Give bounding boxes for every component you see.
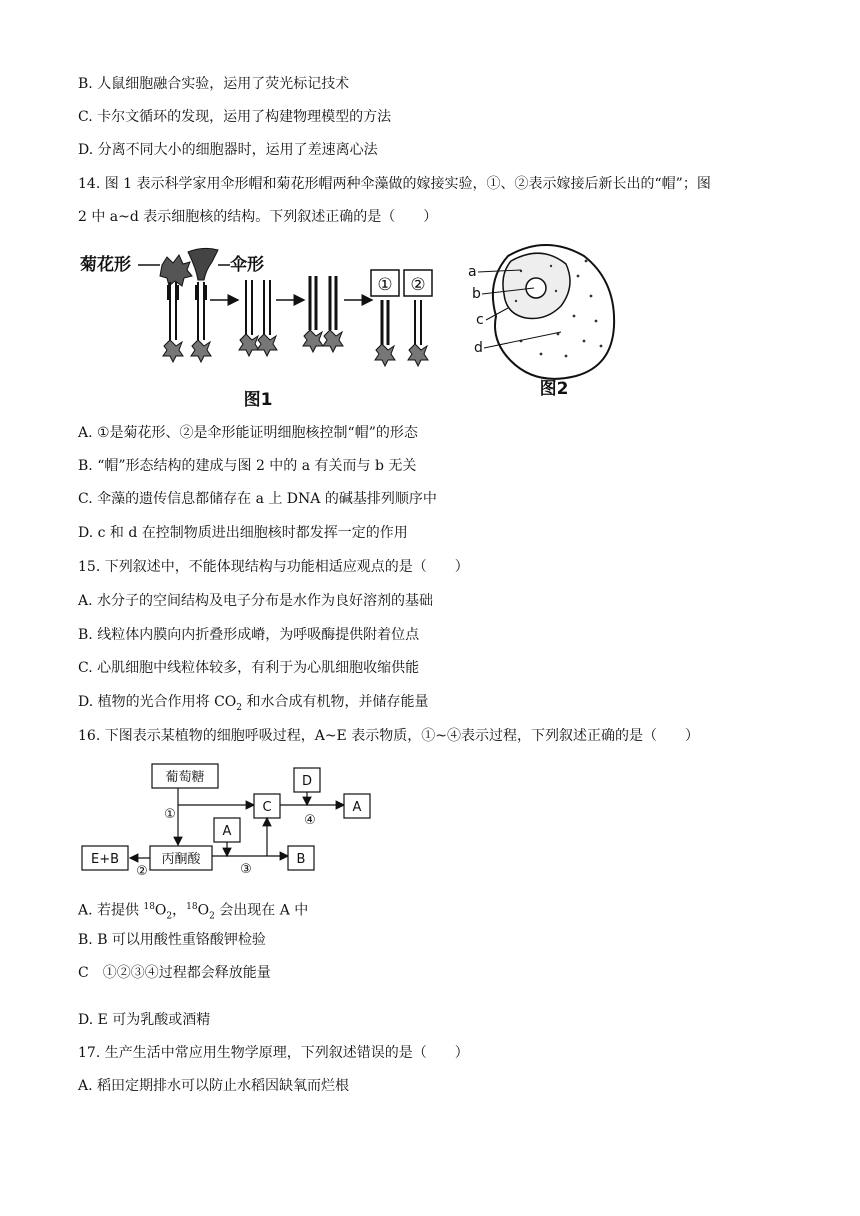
label-c: c [476,312,484,328]
option-17a: A. 稻田定期排水可以防止水稻因缺氧而烂根 [78,1078,350,1094]
option-16a-sup1: 18 [143,902,155,912]
option-14d: D. c 和 d 在控制物质进出细胞核时都发挥一定的作用 [78,525,408,541]
figure-1-caption: 图1 [243,390,273,410]
node-e-plus-b: E+B [90,852,120,867]
question-14-stem-line1: 14. 图 1 表示科学家用伞形帽和菊花形帽两种伞藻做的嫁接实验，①、②表示嫁接后新长出的“帽”；图 [78,176,711,192]
step-3: ③ [240,862,252,877]
figure-2-caption: 图2 [539,379,569,399]
step-1: ① [164,807,176,822]
option-14a: A. ①是菊花形、②是伞形能证明细胞核控制“帽”的形态 [78,425,418,441]
option-16c: C ①②③④过程都会释放能量 [78,965,271,981]
node-a-top: A [352,800,362,815]
option-15c: C. 心肌细胞中线粒体较多，有利于为心肌细胞收缩供能 [78,660,420,676]
option-16a-part4: O [197,902,210,919]
node-glucose: 葡萄糖 [165,770,205,785]
label-b: b [472,286,481,302]
option-15d-sub: 2 [236,702,242,713]
node-a-mid: A [222,824,232,839]
result-cap-1: ① [377,275,393,295]
option-13b: B. 人鼠细胞融合实验，运用了荧光标记技术 [78,76,350,92]
option-16a-sub1: 2 [166,911,173,922]
respiration-flowchart [78,760,388,880]
option-13d: D. 分离不同大小的细胞器时，运用了差速离心法 [78,142,378,158]
question-14-stem-line2: 2 中 a~d 表示细胞核的结构。下列叙述正确的是（ ） [78,209,438,225]
step-2: ② [136,864,148,879]
question-17-stem: 17. 生产生活中常应用生物学原理，下列叙述错误的是（ ） [78,1045,469,1061]
option-15b: B. 线粒体内膜向内折叠形成嵴，为呼吸酶提供附着位点 [78,627,420,643]
step-4: ④ [304,813,316,828]
option-16b: B. B 可以用酸性重铬酸钾检验 [78,932,266,948]
option-16a-sup2: 18 [186,902,198,912]
option-15d-part2: 和水合成有机物，并储存能量 [242,694,429,710]
label-umbrella: 伞形 [230,255,264,275]
label-d: d [474,340,483,356]
option-15d [78,692,428,718]
result-cap-2: ② [410,275,426,295]
node-c: C [262,800,272,815]
node-pyruvate: 丙酮酸 [161,852,201,867]
option-16a-part2: O [154,902,167,919]
option-16a [78,897,308,926]
figure-1-grafting-diagram [78,240,448,415]
question-16-stem: 16. 下图表示某植物的细胞呼吸过程，A~E 表示物质，①~④表示过程，下列叙述正确的是（ ） [78,728,699,744]
node-b: B [296,852,306,867]
option-15d-part1: D. 植物的光合作用将 CO [78,694,237,710]
label-chrysanthemum: 菊花形 [80,255,131,275]
node-d: D [301,774,313,789]
option-16d: D. E 可为乳酸或酒精 [78,1012,211,1028]
option-14c: C. 伞藻的遗传信息都储存在 a 上 DNA 的碱基排列顺序中 [78,491,437,507]
label-a: a [468,264,477,280]
option-13c: C. 卡尔文循环的发现，运用了构建物理模型的方法 [78,109,392,125]
option-15a: A. 水分子的空间结构及电子分布是水作为良好溶剂的基础 [78,593,434,609]
option-16a-part1: A. 若提供 [78,902,144,919]
question-15-stem: 15. 下列叙述中，不能体现结构与功能相适应观点的是（ ） [78,559,469,575]
option-14b: B. “帽”形态结构的建成与图 2 中的 a 有关而与 b 无关 [78,458,417,474]
option-16a-part3: ， [172,902,187,919]
option-16a-sub2: 2 [209,911,215,922]
option-16a-part5: 会出现在 A 中 [214,902,309,919]
figure-2-nucleus-diagram [466,236,626,406]
